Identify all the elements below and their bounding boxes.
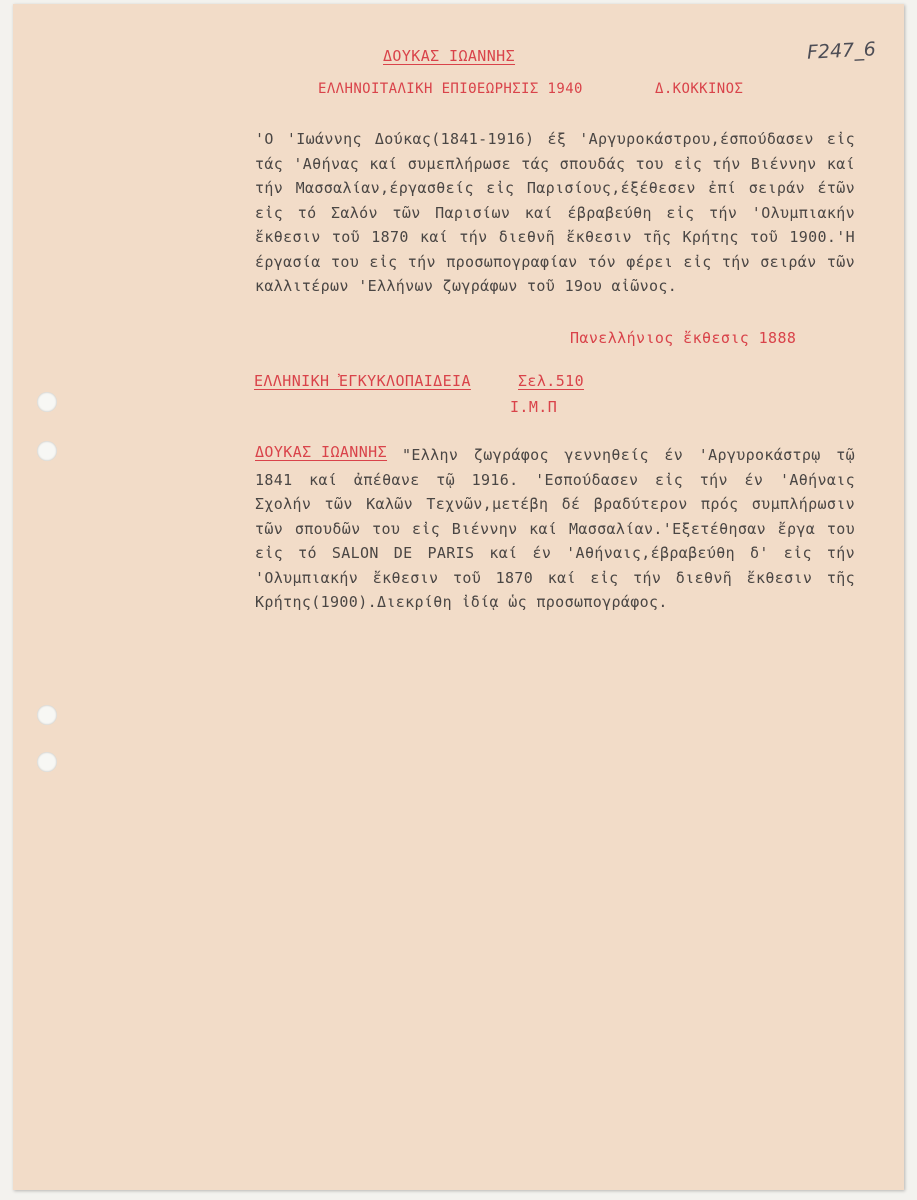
punch-hole <box>37 752 57 772</box>
section1-paragraph: 'Ο 'Ιωάννης Δούκας(1841-1916) έξ 'Αργυροκάστρου,έσπούδασεν εἰς τάς 'Αθήνας καί συμεπλήρωσε τάς σπουδάς του εἰς τήν Βιέννην καί τήν Μασσαλίαν,έργασθείς εἰς Παρισίους,έξέθεσεν ἐπί σειράν έτῶν εἰς τό Σαλόν τῶν Παρισίων καί έβραβεύθη εἰς τήν 'Ολυμπιακήν ἔκθεσιν τοῦ 1870 καί τήν διεθνῆ ἔκθεσιν τῆς Κρήτης τοῦ 1900.'Η έργασία του εἰς τήν προσωπογραφίαν τόν φέρει εἰς τήν σειράν τῶν καλλιτέρων 'Ελλήνων ζωγράφων τοῦ 19ου αἰῶνος. <box>255 130 855 295</box>
section2-source: ΕΛΛΗΝΙΚΗ ἘΓΚΥΚΛΟΠΑΙΔΕΙΑ <box>254 372 471 390</box>
punch-hole <box>37 441 57 461</box>
header-title: ΔΟΥΚΑΣ ΙΩΑΝΝΗΣ <box>383 47 516 65</box>
section1-note: Πανελλήνιος ἔκθεσις 1888 <box>570 329 797 347</box>
punch-hole <box>37 705 57 725</box>
header-source: ΕΛΛΗΝΟΙΤΑΛΙΚΗ ΕΠΙΘΕΩΡΗΣΙΣ 1940 <box>318 81 583 97</box>
header-author: Δ.ΚΟΚΚΙΝΟΣ <box>655 81 744 97</box>
section2-paragraph: "Ελλην ζωγράφος γεννηθείς έν 'Αργυροκάστρῳ τῷ 1841 καί ἀπέθανε τῷ 1916. 'Εσπούδασεν εἰς τήν έν 'Αθήναις Σχολήν τῶν Καλῶν Τεχνῶν,μετέβη δέ βραδύτερον πρός συμπλήρωσιν τῶν σπουδῶν του εἰς Βιέννην καί Μασσαλίαν.'Εξετέθησαν ἔργα του εἰς τό SALON DE PARIS καί έν 'Αθήναις,έβραβεύθη δ' εἰς τήν 'Ολυμπιακήν ἔκθεσιν τοῦ 1870 καί εἰς τήν διεθνῆ ἔκθεσιν τῆς Κρήτης(1900).Διεκρίθη ἰδίᾳ ὡς προσωπογράφος. <box>255 446 855 611</box>
punch-hole <box>37 392 57 412</box>
section2-initials: Ι.Μ.Π <box>510 398 558 416</box>
document-page <box>13 4 904 1190</box>
section2-name: ΔΟΥΚΑΣ ΙΩΑΝΝΗΣ <box>255 443 388 461</box>
section2-page: Σελ.510 <box>518 372 585 390</box>
handwritten-reference: F247_6 <box>806 38 877 64</box>
